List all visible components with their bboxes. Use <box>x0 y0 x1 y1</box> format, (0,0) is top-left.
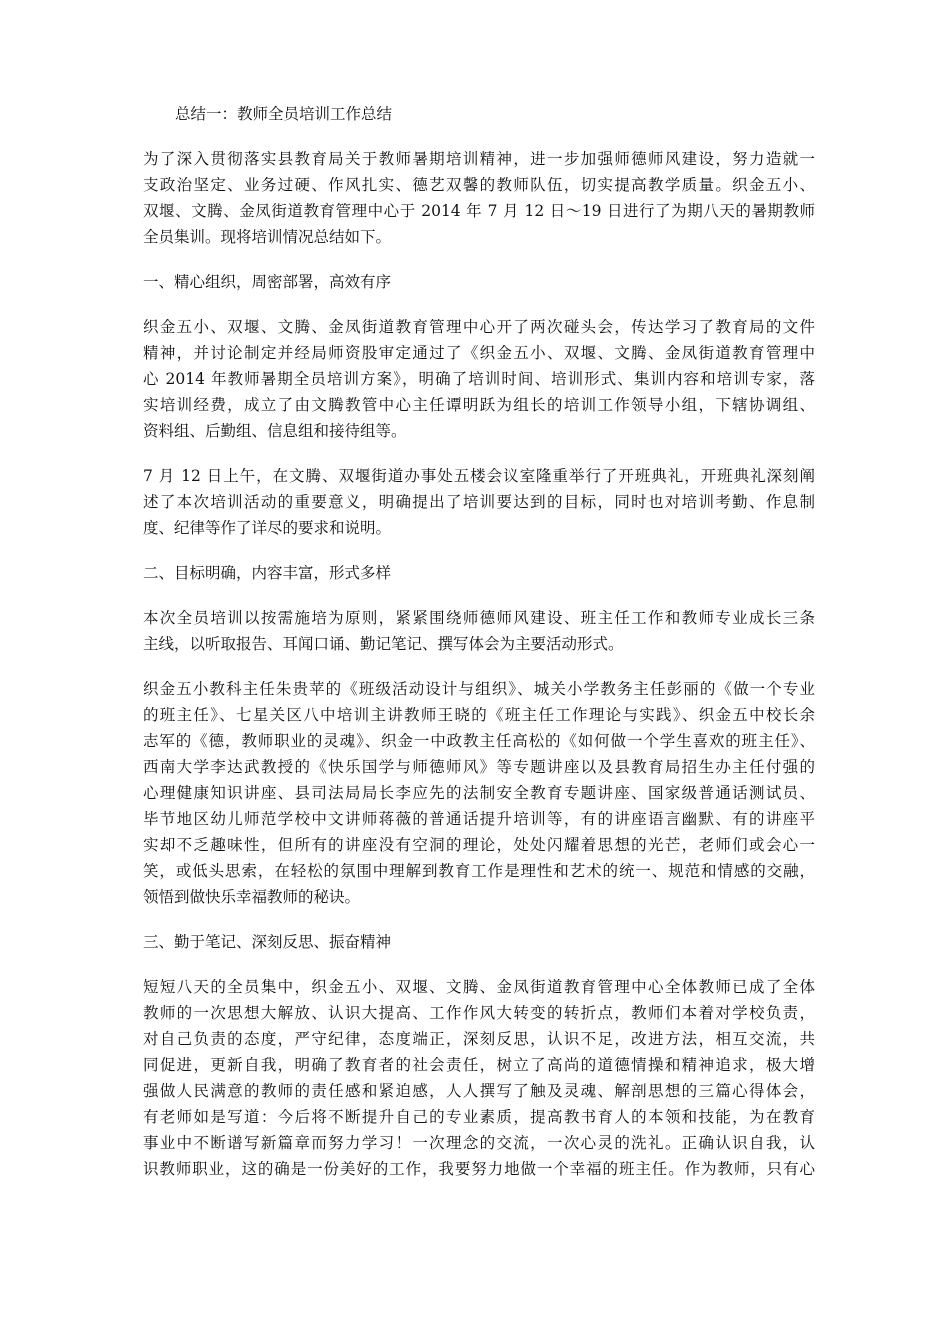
text-line: 志军的《德，教师职业的灵魂》、织金一中政教主任高松的《如何做一个学生喜欢的班主任》、 <box>143 732 815 750</box>
section-heading <box>143 560 815 586</box>
text-line: 笑，或低头思索，在轻松的氛围中理解到教育工作是理性和艺术的统一、规范和情感的交融， <box>143 862 815 880</box>
text-line: 一、精心组织，周密部署，高效有序 <box>143 273 392 291</box>
text-line: 本次全员培训以按需施培为原则，紧紧围绕师德师风建设、班主任工作和教师专业成长三条 <box>143 609 815 627</box>
section-heading <box>143 929 815 955</box>
document-page <box>143 101 815 1201</box>
body-paragraph <box>143 676 815 910</box>
text-line: 精神，并讨论制定并经局师资股审定通过了《织金五小、双堰、文腾、金凤街道教育管理中 <box>143 344 815 362</box>
document-title: 总结一：教师全员培训工作总结 <box>175 105 393 123</box>
document-body <box>143 146 815 1182</box>
body-paragraph <box>143 605 815 657</box>
text-line: 识教师职业，这的确是一份美好的工作，我要努力地做一个幸福的班主任。作为教师，只有心 <box>143 1160 815 1178</box>
body-paragraph <box>143 463 815 541</box>
text-line: 织金五小教科主任朱贵苹的《班级活动设计与组织》、城关小学教务主任彭丽的《做一个专业 <box>143 680 815 698</box>
text-line: 度、纪律等作了详尽的要求和说明。 <box>143 519 392 537</box>
text-line: 实培训经费，成立了由文腾教管中心主任谭明跃为组长的培训工作领导小组，下辖协调组、 <box>143 396 815 414</box>
text-line: 心理健康知识讲座、县司法局局长李应先的法制安全教育专题讲座、国家级普通话测试员、 <box>143 784 815 802</box>
text-line: 支政治坚定、业务过硬、作风扎实、德艺双馨的教师队伍，切实提高教学质量。织金五小、 <box>143 176 815 194</box>
text-line: 实却不乏趣味性，但所有的讲座没有空洞的理论，处处闪耀着思想的光芒，老师们或会心一 <box>143 836 815 854</box>
text-line: 织金五小、双堰、文腾、金凤街道教育管理中心开了两次碰头会，传达学习了教育局的文件 <box>143 318 815 336</box>
body-paragraph <box>143 974 815 1182</box>
text-line: 同促进，更新自我，明确了教育者的社会责任，树立了高尚的道德情操和精神追求，极大增 <box>143 1056 815 1074</box>
section-heading <box>143 269 815 295</box>
text-line: 述了本次培训活动的重要意义，明确提出了培训要达到的目标，同时也对培训考勤、作息制 <box>143 493 815 511</box>
text-line: 双堰、文腾、金凤街道教育管理中心于 2014 年 7 月 12 日～19 日进行了为期八天的暑期教师 <box>143 202 815 220</box>
text-line: 有老师如是写道：今后将不断提升自己的专业素质，提高教书育人的本领和技能，为在教育 <box>143 1108 815 1126</box>
text-line: 毕节地区幼儿师范学校中文讲师蒋薇的普通话提升培训等，有的讲座语言幽默、有的讲座平 <box>143 810 815 828</box>
text-line: 二、目标明确，内容丰富，形式多样 <box>143 564 392 582</box>
text-line: 心 2014 年教师暑期全员培训方案》，明确了培训时间、培训形式、集训内容和培训专家，落 <box>143 370 815 388</box>
text-line: 全员集训。现将培训情况总结如下。 <box>143 228 392 246</box>
text-line: 对自己负责的态度，严守纪律，态度端正，深刻反思，认识不足，改进方法，相互交流，共 <box>143 1030 815 1048</box>
text-line: 教师的一次思想大解放、认识大提高、工作作风大转变的转折点，教师们本着对学校负责， <box>143 1004 815 1022</box>
text-line: 7 月 12 日上午，在文腾、双堰街道办事处五楼会议室隆重举行了开班典礼，开班典礼深刻阐 <box>143 467 815 485</box>
body-paragraph <box>143 314 815 444</box>
text-line: 为了深入贯彻落实县教育局关于教师暑期培训精神，进一步加强师德师风建设，努力造就一 <box>143 150 815 168</box>
body-paragraph <box>143 146 815 250</box>
text-line: 资料组、后勤组、信息组和接待组等。 <box>143 422 407 440</box>
text-line: 强做人民满意的教师的责任感和紧迫感，人人撰写了触及灵魂、解剖思想的三篇心得体会， <box>143 1082 815 1100</box>
text-line: 的班主任》、七星关区八中培训主讲教师王晓的《班主任工作理论与实践》、织金五中校长余 <box>143 706 815 724</box>
text-line: 事业中不断谱写新篇章而努力学习！一次理念的交流，一次心灵的洗礼。正确认识自我，认 <box>143 1134 815 1152</box>
text-line: 短短八天的全员集中，织金五小、双堰、文腾、金凤街道教育管理中心全体教师已成了全体 <box>143 978 815 996</box>
text-line: 西南大学李达武教授的《快乐国学与师德师风》等专题讲座以及县教育局招生办主任付强的 <box>143 758 815 776</box>
text-line: 主线，以听取报告、耳闻口诵、勤记笔记、撰写体会为主要活动形式。 <box>143 635 624 653</box>
text-line: 三、勤于笔记、深刻反思、振奋精神 <box>143 933 392 951</box>
text-line: 领悟到做快乐幸福教师的秘诀。 <box>143 888 361 906</box>
